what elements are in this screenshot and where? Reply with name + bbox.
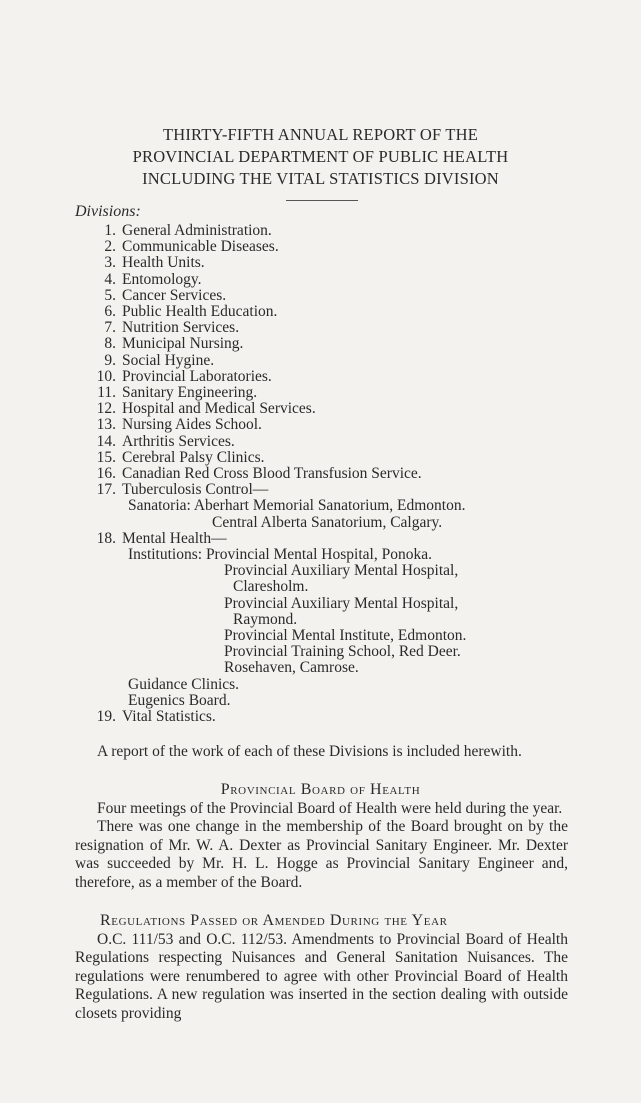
- item-text: General Administration.: [122, 222, 272, 239]
- institution-line: Raymond.: [233, 610, 298, 628]
- item-text: Health Units.: [122, 254, 205, 272]
- item-number: 14.: [96, 432, 116, 450]
- list-item: [70, 709, 590, 725]
- board-paragraph-1: Four meetings of the Provincial Board of Health were held during the year.: [97, 800, 563, 817]
- title-divider: [286, 200, 358, 201]
- report-title: [0, 124, 641, 190]
- institution-line: Institutions: Provincial Mental Hospital, Ponoka.: [128, 546, 432, 564]
- item-number: 7.: [104, 319, 116, 337]
- regulations-heading: Regulations Passed or Amended During the Year: [100, 912, 448, 929]
- item-text: Entomology.: [122, 270, 202, 288]
- item-number: 4.: [104, 270, 116, 288]
- item-number: 9.: [104, 351, 116, 369]
- divisions-label: Divisions:: [75, 203, 141, 220]
- institution-line: Provincial Training School, Red Deer.: [224, 643, 461, 661]
- list-item: [70, 223, 590, 239]
- list-item: [70, 466, 590, 482]
- item-text: Mental Health—: [122, 529, 227, 547]
- item-text: Nutrition Services.: [122, 319, 240, 337]
- list-item: [70, 288, 590, 304]
- title-line-3: INCLUDING THE VITAL STATISTICS DIVISION: [142, 169, 499, 188]
- item-number: 12.: [96, 400, 116, 418]
- institution-line: Claresholm.: [233, 578, 309, 596]
- item-number: 1.: [104, 222, 116, 239]
- list-item: [70, 336, 590, 352]
- institution-line: Provincial Auxiliary Mental Hospital,: [224, 594, 459, 612]
- institution-line: Rosehaven, Camrose.: [224, 659, 359, 677]
- guidance-clinics: Guidance Clinics.: [128, 675, 240, 693]
- item-text: Tuberculosis Control—: [122, 481, 269, 499]
- list-item: [70, 401, 590, 417]
- item-text: Provincial Laboratories.: [122, 367, 272, 385]
- item-number: 5.: [104, 286, 116, 304]
- divisions-list: [70, 223, 590, 725]
- item-text: Arthritis Services.: [122, 432, 235, 450]
- item-number: 10.: [96, 367, 116, 385]
- list-item: [70, 417, 590, 433]
- item-text: Hospital and Medical Services.: [122, 400, 316, 418]
- item-number: 8.: [104, 335, 116, 353]
- item-number: 18.: [96, 529, 116, 547]
- list-item: [70, 239, 590, 255]
- institution-line: Provincial Mental Institute, Edmonton.: [224, 627, 467, 645]
- item-text: Canadian Red Cross Blood Transfusion Service.: [122, 465, 422, 483]
- list-item: [70, 272, 590, 288]
- title-line-2: PROVINCIAL DEPARTMENT OF PUBLIC HEALTH: [132, 147, 509, 166]
- item-number: 11.: [97, 384, 116, 402]
- item-number: 3.: [104, 254, 116, 272]
- list-item: [70, 450, 590, 466]
- item-number: 16.: [96, 465, 116, 483]
- item-number: 2.: [104, 238, 116, 256]
- item-text: Cancer Services.: [122, 286, 227, 304]
- intro-paragraph: A report of the work of each of these Divisions is included herewith.: [97, 743, 522, 760]
- item-number: 15.: [96, 448, 116, 466]
- intro-section: [75, 743, 568, 761]
- list-item: [70, 434, 590, 450]
- item-text: Municipal Nursing.: [122, 335, 244, 353]
- list-item: [70, 385, 590, 401]
- list-item: [70, 369, 590, 385]
- board-heading: Provincial Board of Health: [220, 781, 421, 798]
- list-item: [70, 255, 590, 271]
- sanatoria-line-1: Sanatoria: Aberhart Memorial Sanatorium, Edmonton.: [128, 497, 466, 515]
- item-text: Social Hygine.: [122, 351, 215, 369]
- list-item: [70, 320, 590, 336]
- item-text: Communicable Diseases.: [122, 238, 279, 256]
- list-item: [70, 304, 590, 320]
- sanatoria-line-2: Central Alberta Sanatorium, Calgary.: [212, 513, 443, 531]
- item-text: Vital Statistics.: [122, 708, 216, 726]
- item-number: 17.: [96, 481, 116, 499]
- item-text: Cerebral Palsy Clinics.: [122, 448, 265, 466]
- list-item: [70, 531, 590, 547]
- item-number: 6.: [104, 303, 116, 321]
- list-item: [70, 482, 590, 498]
- item-text: Public Health Education.: [122, 303, 278, 321]
- item-text: Sanitary Engineering.: [122, 384, 258, 402]
- item-text: Nursing Aides School.: [122, 416, 262, 434]
- item-number: 19.: [96, 708, 116, 726]
- eugenics-board: Eugenics Board.: [128, 691, 231, 709]
- title-line-1: THIRTY-FIFTH ANNUAL REPORT OF THE: [162, 125, 479, 144]
- list-item: [70, 353, 590, 369]
- regulations-paragraph: O.C. 111/53 and O.C. 112/53. Amendments to Provincial Board of Health Regulations respecting Nuisances and General Sanitation Nuisances. The regulations were renumbered to agree with other Provincial Board of Health Regulations. A new regulation was inserted in the section dealing with outside closets providing: [75, 931, 568, 1022]
- item-number: 13.: [96, 416, 116, 434]
- institution-line: Provincial Auxiliary Mental Hospital,: [224, 562, 459, 580]
- board-paragraph-2: There was one change in the membership of the Board brought on by the resignation of Mr. W. A. Dexter as Provincial Sanitary Engineer. Mr. Dexter was succeeded by Mr. H. L. Hogge as Provincial Sanitary Engineer and, therefore, as a member of the Board.: [75, 818, 568, 891]
- board-section: [75, 800, 568, 892]
- regulations-section: [75, 931, 568, 1023]
